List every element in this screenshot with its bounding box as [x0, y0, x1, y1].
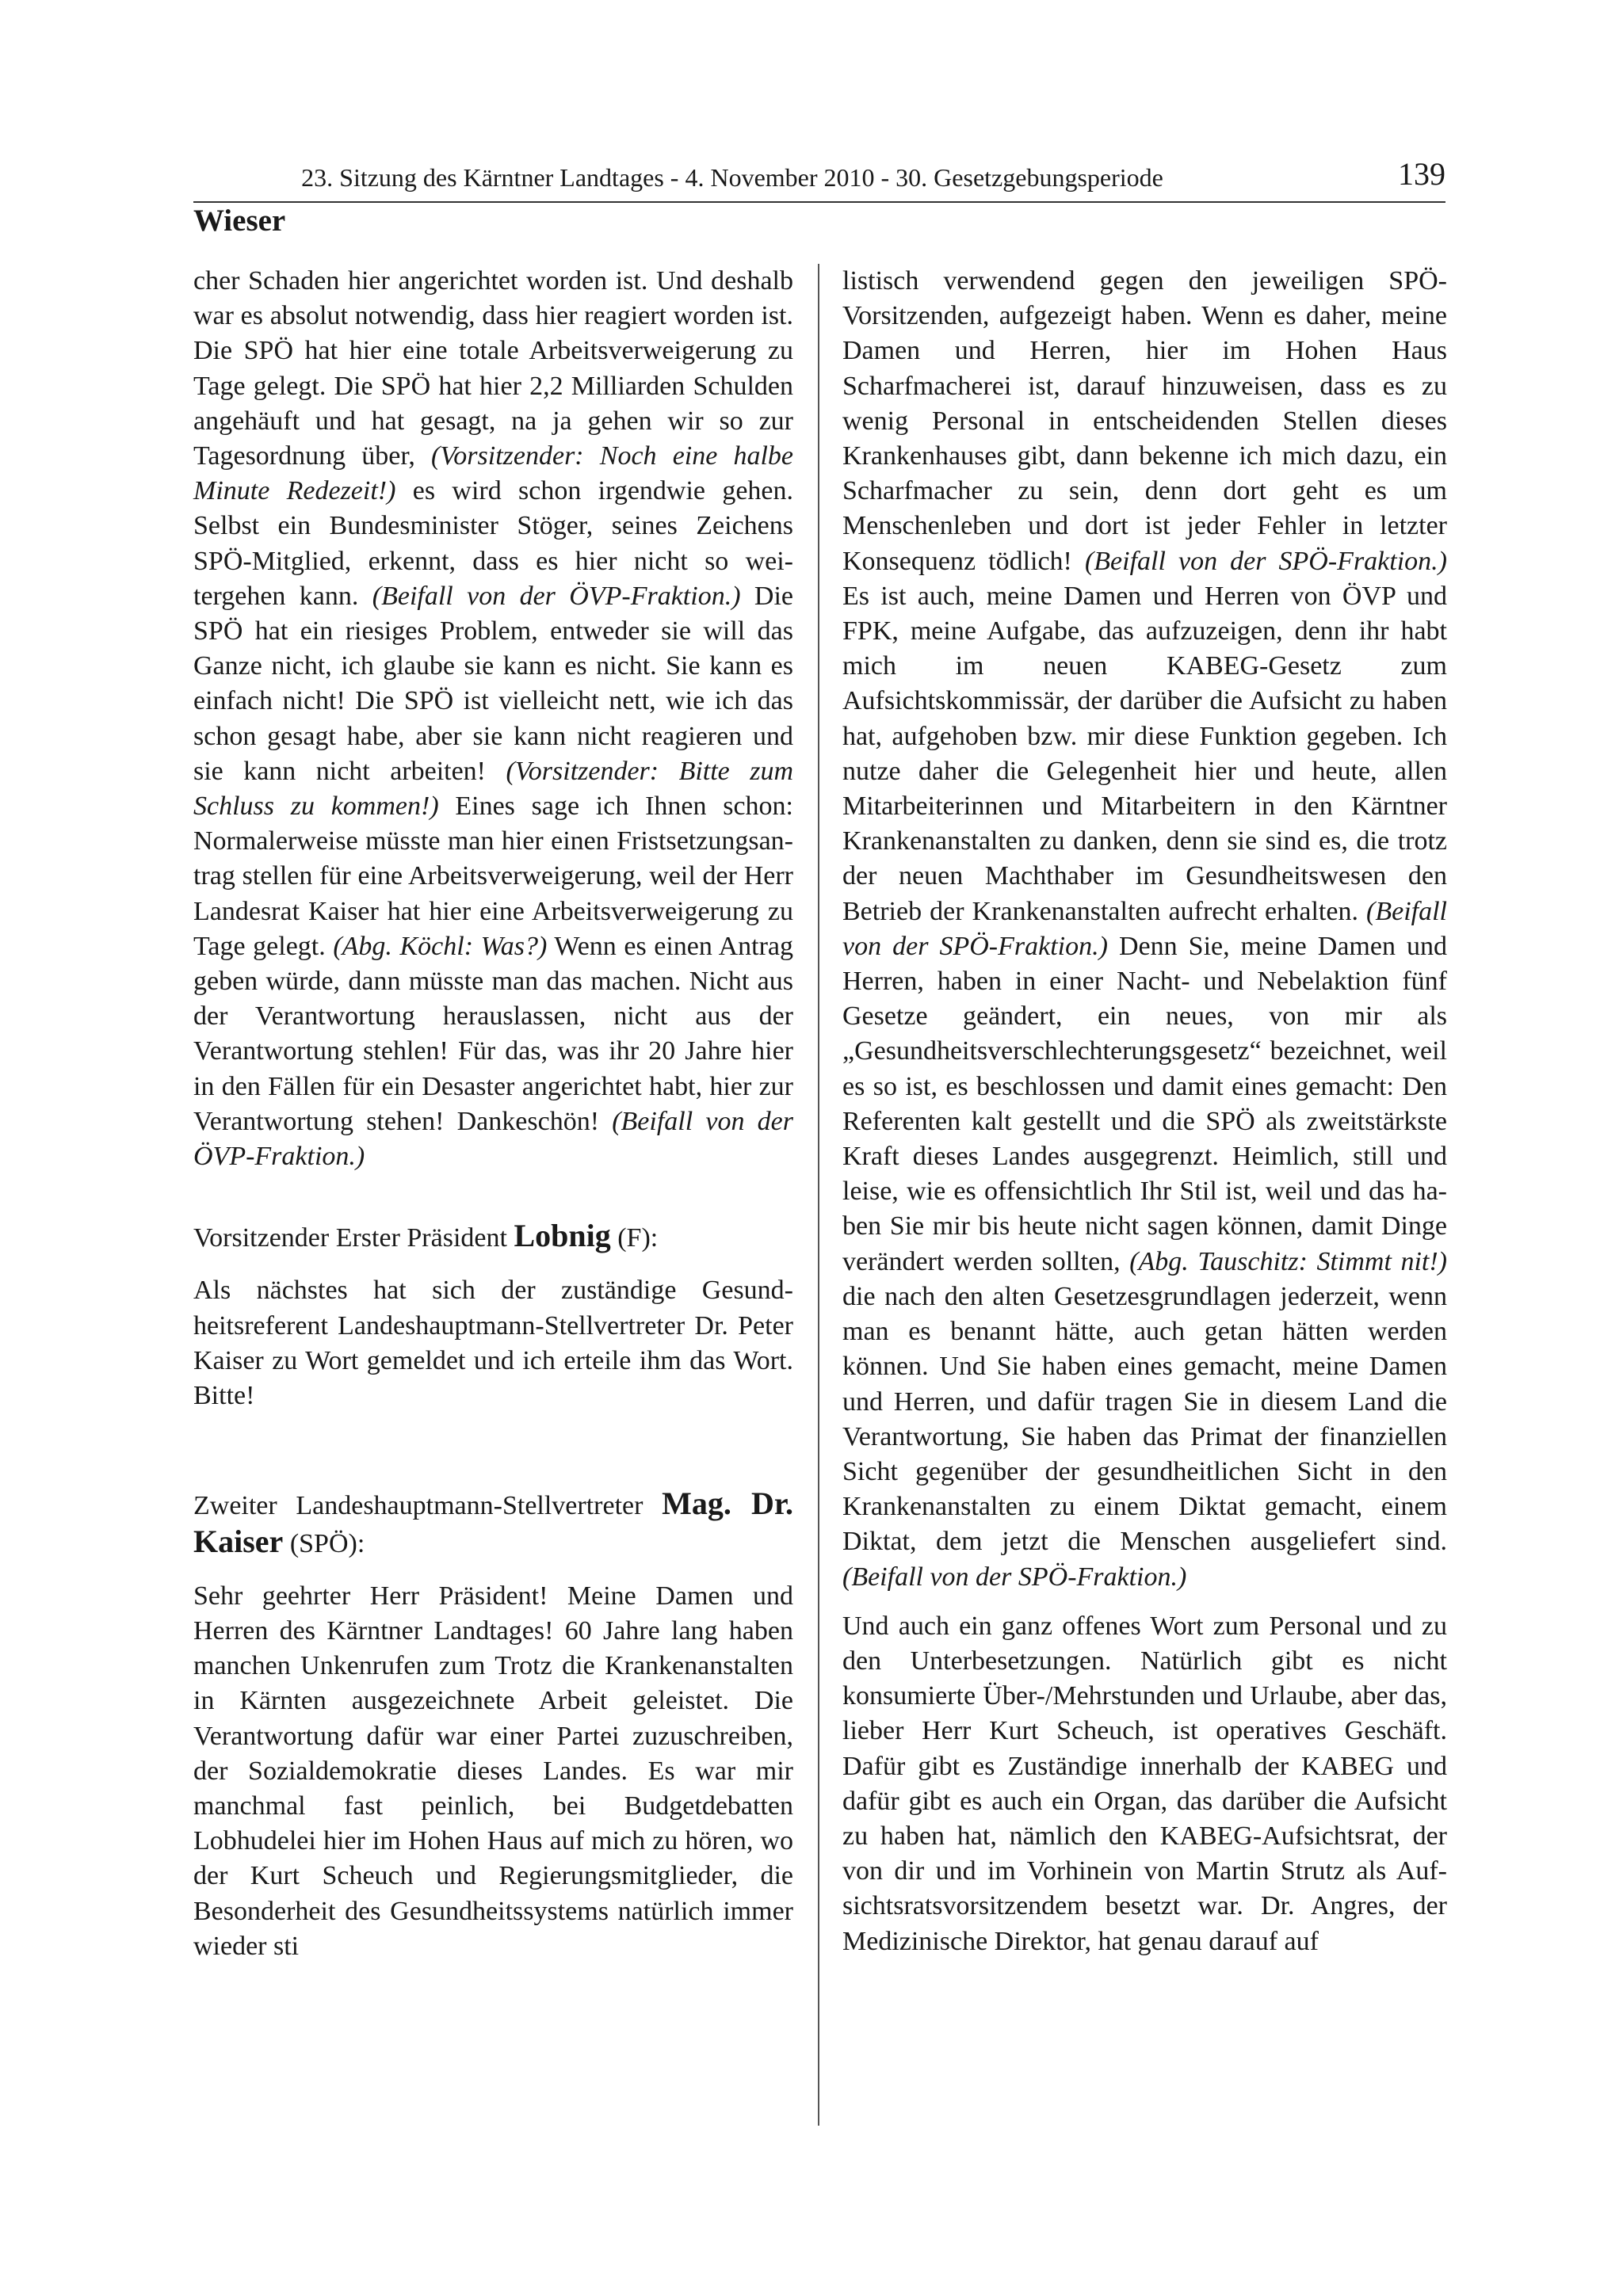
speaker-party: (SPÖ):	[283, 1528, 365, 1558]
speaker-role: Vorsitzender Erster Präsident	[193, 1223, 514, 1253]
interjection: (Beifall von der ÖVP-Fraktion.)	[372, 581, 741, 611]
speaker-heading-kaiser	[193, 1486, 793, 1561]
speech-paragraph: listisch verwendend gegen den jeweiligen SPÖ-Vorsitzenden, aufgezeigt haben. Wenn es daher, meine Damen und Herren, hier im Hohen Haus Scharfmacherei ist, darauf hinzuweisen, dass es zu wenig Personal in entscheidenden Stellen dieses Krankenhauses gibt, dann bekenne ich mich dazu, ein Scharfmacher zu sein, denn dort geht es um Menschenleben und dort ist jeder Fehler in letzter Konsequenz tödlich! (Beifall von der SPÖ-Fraktion.) Es ist auch, meine Damen und Herren von ÖVP und FPK, meine Aufgabe, das aufzuzeigen, denn ihr habt mich im neuen KABEG-Gesetz zum Aufsichtskommissär, der darüber die Aufsicht zu haben hat, aufgehoben bzw. mir diese Funktion gegeben. Ich nutze daher die Gelegenheit hier und heute, allen Mitarbeiterinnen und Mitarbeitern in den Kärntner Krankenanstalten zu danken, denn sie sind es, die trotz der neuen Machthaber im Gesundheitswesen den Betrieb der Krankenanstalten aufrecht erhalten. (Beifall von der SPÖ-Fraktion.) Denn Sie, meine Damen und Herren, haben in einer Nacht- und Nebelaktion fünf Gesetze geändert, ein neues, von mir als „Gesundheitsverschlechterungsgesetz“ bezeichnet, weil es so ist, es beschlossen und damit eines gemacht: Den Referenten kalt gestellt und die SPÖ als zweitstärkste Kraft dieses Landes ausgegrenzt. Heimlich, still und leise, wie es offensichtlich Ihr Stil ist, weil und das haben Sie mir bis heute nicht sagen können, damit Dinge verändert werden sollten, (Abg. Tauschitz: Stimmt nit!) die nach den alten Gesetzesgrundlagen jederzeit, wenn man es benannt hätte, auch getan hätten werden können. Und Sie haben eines gemacht, meine Damen und Herren, und dafür tragen Sie in diesem Land die Verantwortung, Sie haben das Primat der finanziellen Sicht gegenüber der gesundheitlichen Sicht in den Krankenanstalten zu einem Diktat gemacht, einem Diktat, dem jetzt die Menschen ausgeliefert sind. (Beifall von der SPÖ-Fraktion.)	[842, 266, 1447, 1592]
speech-paragraph: Als nächstes hat sich der zuständige Gesundheitsreferent Landeshauptmann-Stellvertreter Dr. Peter Kaiser zu Wort gemeldet und ich erteile ihm das Wort. Bitte!	[193, 1276, 793, 1411]
interjection: (Beifall von der ÖVP-Fraktion.)	[193, 1106, 793, 1172]
speaker-heading-lobnig	[193, 1219, 793, 1256]
interjection: (Vorsitzender: Bitte zum Schluss zu kommen!)	[193, 756, 793, 822]
speaker-running-head: Wieser	[193, 204, 286, 238]
speech-paragraph: cher Schaden hier angerichtet worden ist. Und deshalb war es absolut notwendig, dass hier reagiert worden ist. Die SPÖ hat hier eine totale Arbeitsverweigerung zu Tage gelegt. Die SPÖ hat hier 2,2 Milliarden Schulden angehäuft und hat gesagt, na ja gehen wir so zur Tagesordnung über, (Vorsitzender: Noch eine halbe Minute Redezeit!) es wird schon irgendwie gehen. Selbst ein Bundesminister Stöger, seines Zeichens SPÖ-Mitglied, erkennt, dass es hier nicht so weitergehen kann. (Beifall von der ÖVP-Fraktion.) Die SPÖ hat ein riesiges Problem, entweder sie will das Ganze nicht, ich glaube sie kann es nicht. Sie kann es einfach nicht! Die SPÖ ist vielleicht nett, wie ich das schon gesagt habe, aber sie kann nicht reagieren und sie kann nicht arbeiten! (Vorsitzender: Bitte zum Schluss zu kommen!) Eines sage ich Ihnen schon: Normalerweise müsste man hier einen Fristsetzungsantrag stellen für eine Arbeitsverweigerung, weil der Herr Landesrat Kaiser hat hier eine Arbeitsverweigerung zu Tage gelegt. (Abg. Köchl: Was?) Wenn es einen Antrag geben würde, dann müsste man das machen. Nicht aus der Verantwortung herauslassen, nicht aus der Verantwortung stehlen! Für das, was ihr 20 Jahre hier in den Fällen für ein Desaster angerichtet habt, hier zur Verantwortung stehen! Dankeschön! (Beifall von der ÖVP-Fraktion.)	[193, 266, 794, 1172]
left-column	[193, 264, 793, 1964]
speaker-party: (F):	[610, 1223, 659, 1253]
interjection: (Beifall von der SPÖ-Fraktion.)	[842, 1562, 1187, 1592]
column-divider	[818, 264, 819, 2126]
interjection: (Beifall von der SPÖ-Fraktion.)	[842, 896, 1447, 961]
page-number: 139	[1398, 156, 1445, 192]
interjection: (Abg. Köchl: Was?)	[333, 931, 548, 961]
interjection: (Beifall von der SPÖ-Fraktion.)	[1084, 546, 1447, 576]
speaker-role: Zweiter Landeshauptmann-Stellvertreter	[193, 1491, 663, 1521]
speech-paragraph: Sehr geehrter Herr Präsident! Meine Damen und Herren des Kärntner Landtages! 60 Jahre lang haben manchen Unkenrufen zum Trotz die Krankenanstalten in Kärnten ausgezeichnete Arbeit geleistet. Die Verantwortung dafür war einer Partei zuzuschreiben, der Sozialdemokratie dieses Landes. Es war mir manchmal fast peinlich, bei Budgetdebatten Lobhudelei hier im Hohen Haus auf mich zu hören, wo der Kurt Scheuch und Regierungsmitglieder, die Besonderheit des Gesundheitssystems natürlich immer wieder sti	[193, 1581, 793, 1961]
running-header	[193, 155, 1445, 196]
right-column	[842, 264, 1447, 1959]
header-rule	[193, 201, 1445, 203]
speaker-surname: Mag. Dr. Kaiser	[193, 1486, 793, 1559]
interjection: (Vorsitzender: Noch eine halbe Minute Redezeit!)	[193, 441, 794, 506]
speech-paragraph: Und auch ein ganz offenes Wort zum Personal und zu den Unterbesetzungen. Natürlich gibt es nicht konsumierte Über-/Mehrstunden und Urlaube, aber das, lieber Herr Kurt Scheuch, ist operatives Geschäft. Dafür gibt es Zuständige innerhalb der KABEG und dafür gibt es auch ein Organ, das darüber die Aufsicht zu haben hat, nämlich den KABEG-Aufsichtsrat, der von dir und im Vorhinein von Martin Strutz als Aufsichtsratsvorsitzendem besetzt war. Dr. Angres, der Medizinische Direktor, hat genau darauf auf	[842, 1611, 1447, 1956]
speaker-surname: Lobnig	[514, 1218, 611, 1254]
interjection: (Abg. Tauschitz: Stimmt nit!)	[1129, 1246, 1447, 1276]
session-title: 23. Sitzung des Kärntner Landtages - 4. November 2010 - 30. Gesetzgebungsperiode	[301, 163, 1163, 192]
